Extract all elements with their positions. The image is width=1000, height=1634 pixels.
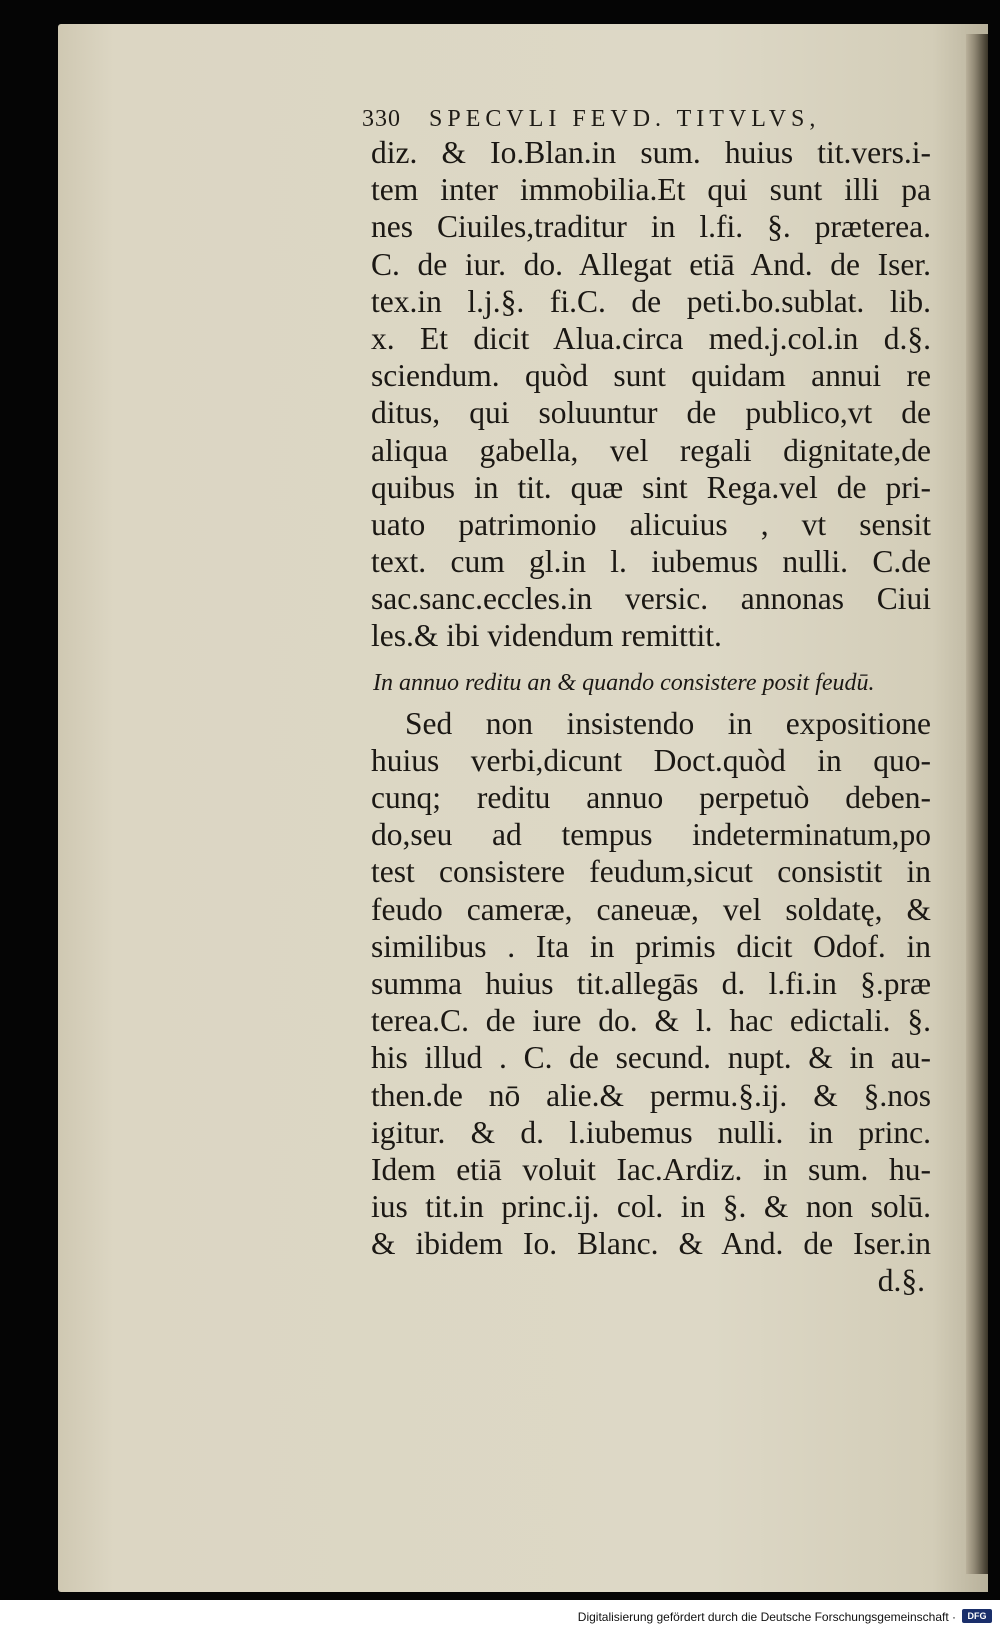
footer-bar <box>0 1600 1000 1634</box>
text-line: aliqua gabella, vel regali dignitate,de <box>371 432 931 468</box>
text-line: ius tit.in princ.ij. col. in §. & non solū. <box>371 1189 931 1225</box>
text-line: C. de iur. do. Allegat etiā And. de Iser. <box>371 246 931 282</box>
text-line: les.& ibi videndum remittit. <box>371 618 722 654</box>
text-line: text. cum gl.in l. iubemus nulli. C.de <box>371 544 931 580</box>
text-line: sac.sanc.eccles.in versic. annonas Ciui <box>371 581 931 617</box>
text-line: his illud . C. de secund. nupt. & in au- <box>371 1040 931 1076</box>
catchword-line: d.§. <box>877 1263 925 1299</box>
text-line: & ibidem Io. Blanc. & And. de Iser.in <box>371 1226 931 1262</box>
text-line: diz. & Io.Blan.in sum. huius tit.vers.i- <box>371 135 931 170</box>
text-line: Idem etiā voluit Iac.Ardiz. in sum. hu- <box>371 1151 931 1187</box>
running-header <box>362 106 932 133</box>
text-line: cunq; reditu annuo perpetuò deben- <box>371 780 931 815</box>
page-number: 330 <box>362 106 401 132</box>
text-line: similibus . Ita in primis dicit Odof. in <box>371 928 931 964</box>
text-line: tex.in l.j.§. fi.C. de peti.bo.sublat. lib. <box>371 283 931 319</box>
text-line: quibus in tit. quæ sint Rega.vel de pri- <box>371 469 931 505</box>
text-line: do,seu ad tempus indeterminatum,po <box>371 817 931 853</box>
text-line: sciendum. quòd sunt quidam annui re <box>371 358 931 394</box>
body-text <box>371 134 931 1300</box>
text-line: feudo cameræ, caneuæ, vel soldatę, & <box>371 891 931 927</box>
text-line: summa huius tit.allegās d. l.fi.in §.præ <box>371 965 931 1001</box>
section-subheading: In annuo reditu an & quando consistere posit feudū. <box>373 669 875 696</box>
text-line: ditus, qui soluuntur de publico,vt de <box>371 395 931 431</box>
dfg-logo: DFG <box>962 1609 992 1623</box>
text-line: huius verbi,dicunt Doct.quòd in quo- <box>371 742 931 778</box>
text-line: Sed non insistendo in expositione <box>405 705 931 741</box>
funding-credit: Digitalisierung gefördert durch die Deutsche Forschungsgemeinschaft · <box>577 1610 956 1624</box>
text-line: igitur. & d. l.iubemus nulli. in princ. <box>371 1114 931 1150</box>
page-edge <box>966 34 988 1574</box>
text-line: x. Et dicit Alua.circa med.j.col.in d.§. <box>371 320 931 356</box>
text-line: terea.C. de iure do. & l. hac edictali. §. <box>371 1003 931 1039</box>
text-line: uato patrimonio alicuius , vt sensit <box>371 506 931 542</box>
text-line: nes Ciuiles,traditur in l.fi. §. præterea. <box>371 209 931 245</box>
text-line: then.de nō alie.& permu.§.ij. & §.nos <box>371 1077 931 1113</box>
text-line: tem inter immobilia.Et qui sunt illi pa <box>371 172 931 208</box>
text-line: test consistere feudum,sicut consistit in <box>371 854 931 890</box>
running-head-title: SPECVLI FEVD. TITVLVS, <box>429 106 821 132</box>
